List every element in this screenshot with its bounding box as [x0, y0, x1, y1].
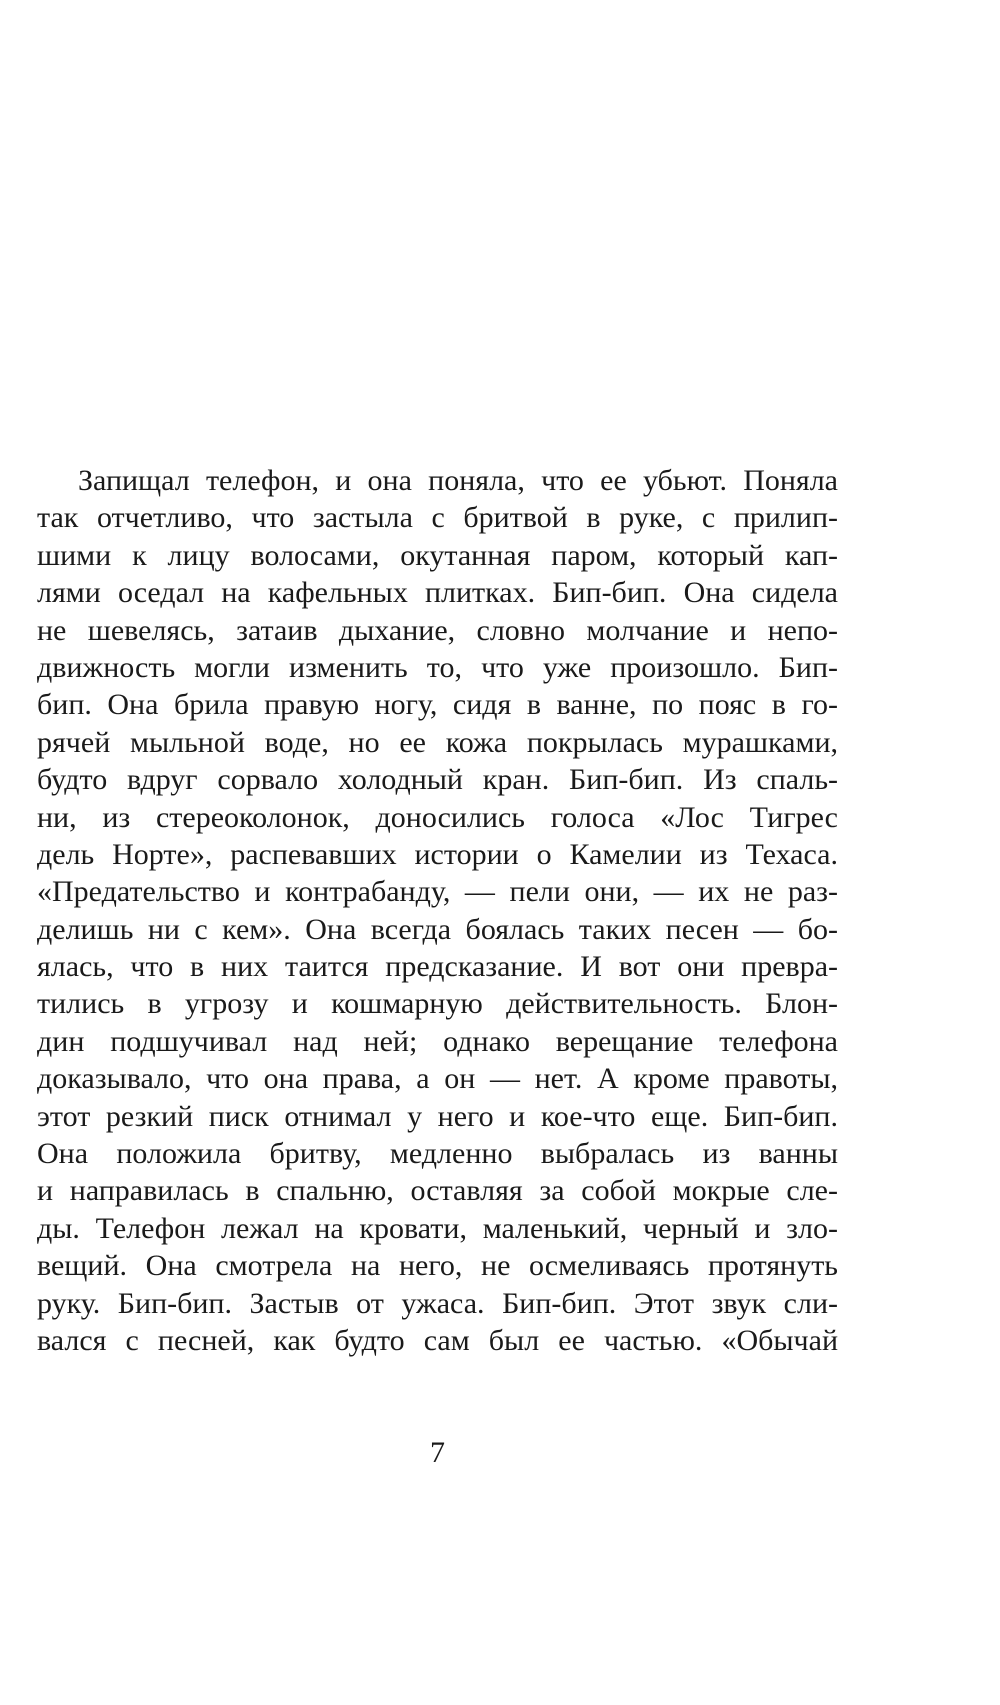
text-line: вался с песней, как будто сам был ее частью. «Обычай	[37, 1323, 838, 1357]
text-line: шими к лицу волосами, окутанная паром, который кап-	[37, 538, 838, 572]
text-line: тились в угрозу и кошмарную действительность. Блон-	[37, 987, 838, 1021]
text-line: «Предательство и контрабанду, — пели они, — их не раз-	[37, 875, 838, 909]
text-line: доказывало, что она права, а он — нет. А кроме правоты,	[37, 1062, 838, 1096]
text-line: лями оседал на кафельных плитках. Бип-бип. Она сидела	[37, 576, 838, 610]
text-line: ды. Телефон лежал на кровати, маленький, черный и зло-	[37, 1211, 838, 1245]
text-line: руку. Бип-бип. Застыв от ужаса. Бип-бип. Этот звук сли-	[37, 1286, 838, 1320]
text-line: делишь ни с кем». Она всегда боялась таких песен — бо-	[37, 912, 838, 946]
text-line: бип. Она брила правую ногу, сидя в ванне, по пояс в го-	[37, 688, 838, 722]
text-line: дин подшучивал над ней; однако верещание телефона	[37, 1024, 838, 1058]
text-line: ялась, что в них таится предсказание. И вот они превра-	[37, 950, 838, 984]
text-line: ни, из стереоколонок, доносились голоса «Лос Тигрес	[37, 800, 838, 834]
text-line: этот резкий писк отнимал у него и кое-что еще. Бип-бип.	[37, 1099, 838, 1133]
text-line: Запищал телефон, и она поняла, что ее убьют. Поняла	[78, 464, 838, 497]
text-line: вещий. Она смотрела на него, не осмеливаясь протянуть	[37, 1249, 838, 1283]
text-line: так отчетливо, что застыла с бритвой в руке, с прилип-	[37, 501, 838, 535]
text-line: рячей мыльной воде, но ее кожа покрылась мурашками,	[37, 725, 838, 759]
text-line: не шевелясь, затаив дыхание, словно молчание и непо-	[37, 613, 838, 647]
body-text	[37, 462, 838, 1359]
page-number: 7	[430, 1436, 445, 1469]
text-line: будто вдруг сорвало холодный кран. Бип-бип. Из спаль-	[37, 763, 838, 797]
text-line: движность могли изменить то, что уже произошло. Бип-	[37, 650, 838, 684]
text-line: Она положила бритву, медленно выбралась из ванны	[37, 1137, 838, 1171]
text-line: и направилась в спальню, оставляя за собой мокрые сле-	[37, 1174, 838, 1208]
text-line: дель Норте», распевавших истории о Камелии из Техаса.	[37, 837, 838, 871]
